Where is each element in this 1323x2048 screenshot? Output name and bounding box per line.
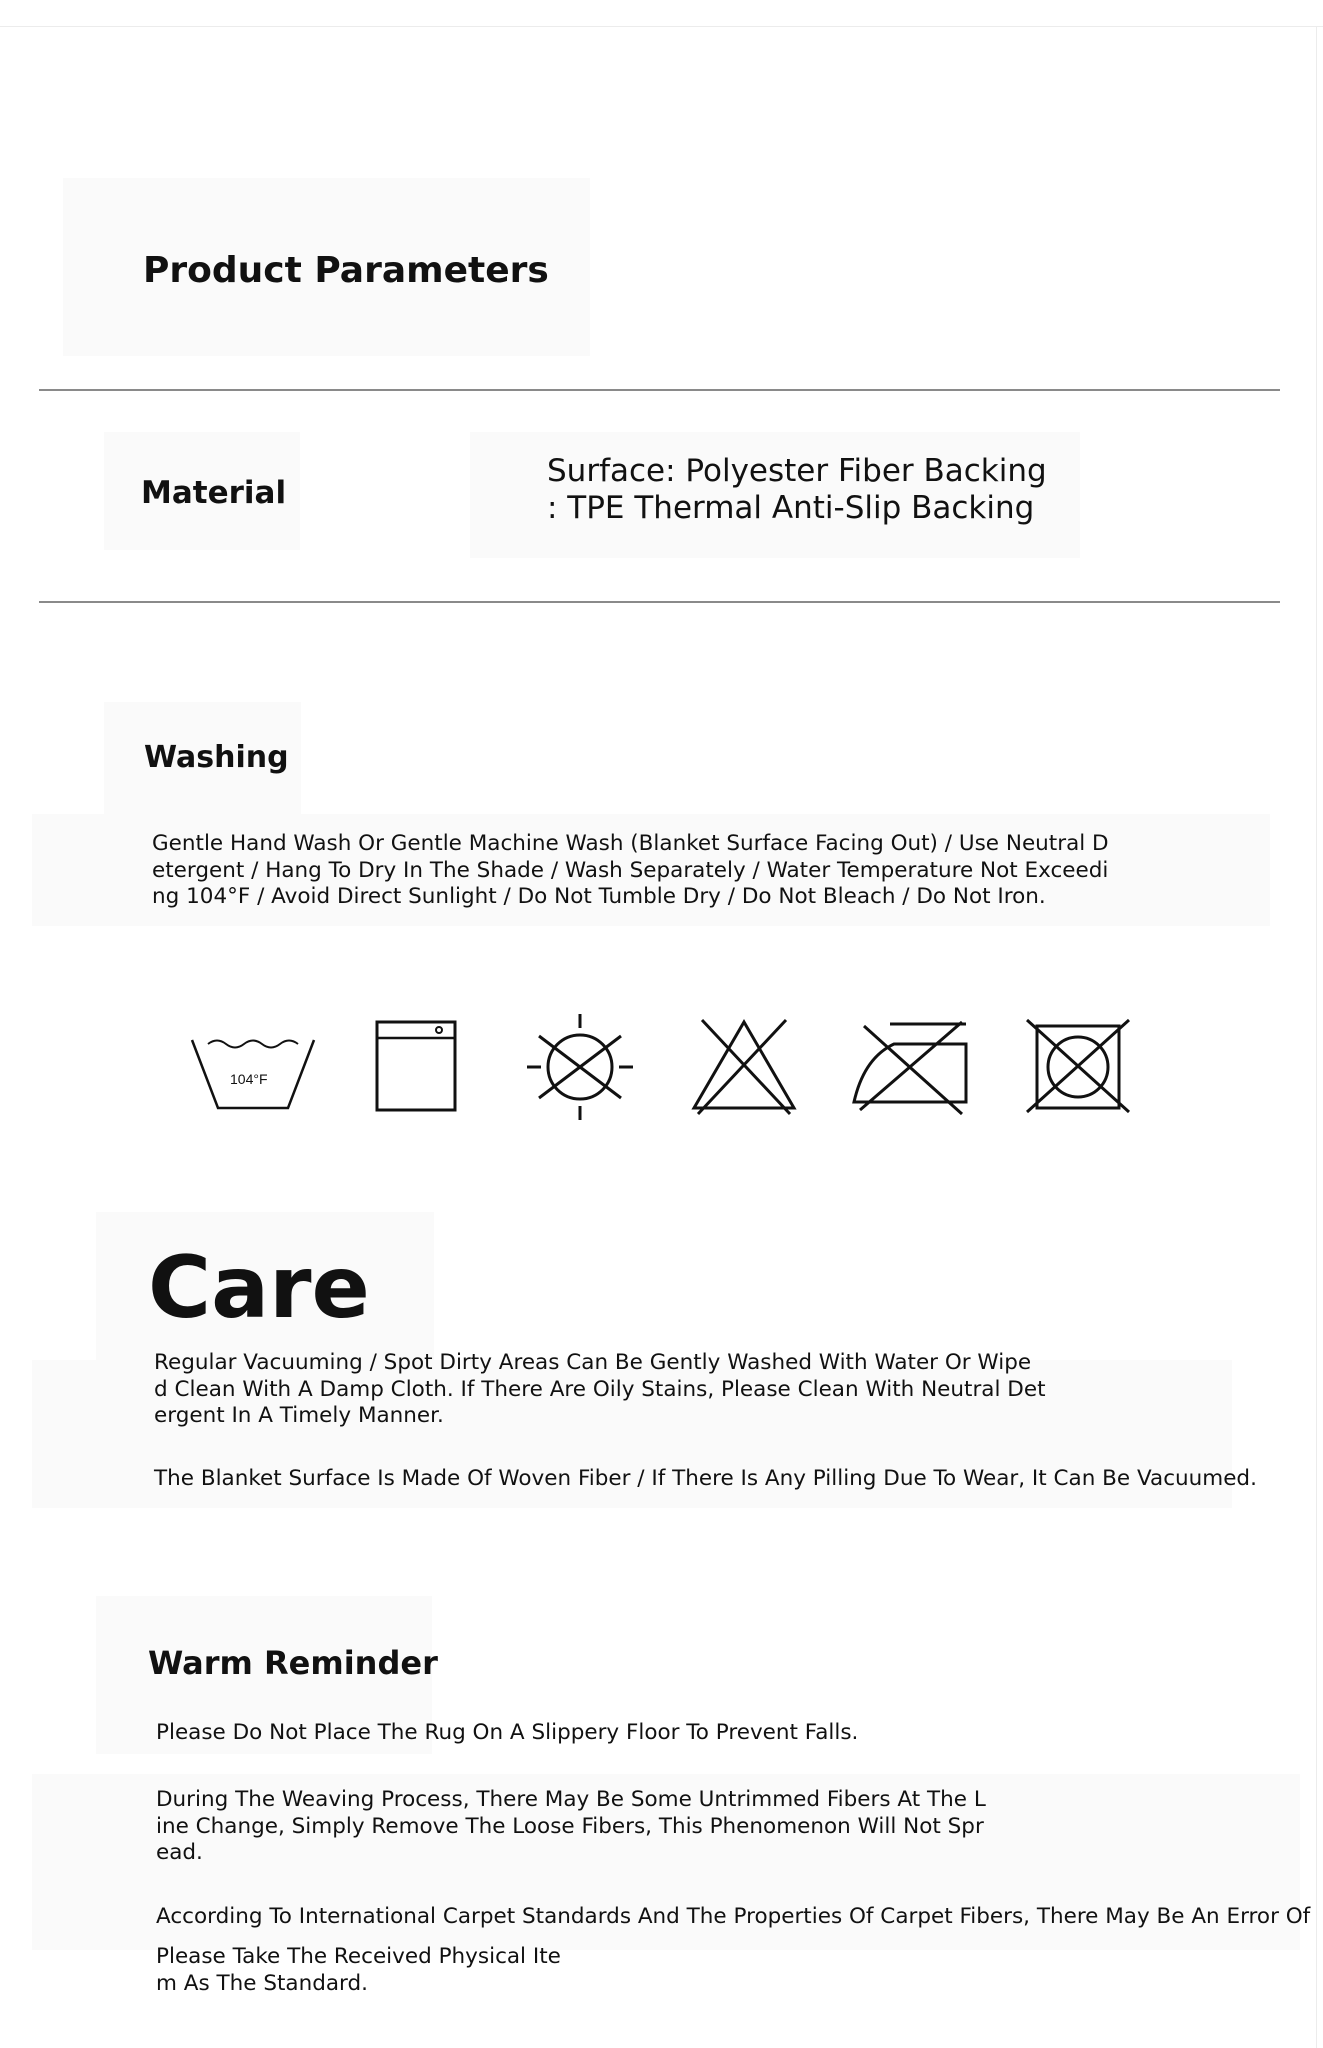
care-note: The Blanket Surface Is Made Of Woven Fiber / If There Is Any Pilling Due To Wear, It Can Be Vacuumed.	[154, 1466, 1257, 1491]
washing-instructions: Gentle Hand Wash Or Gentle Machine Wash (Blanket Surface Facing Out) / Use Neutral D etergent / Hang To Dry In The Shade / Wash Separately / Water Temperature Not Exceedi ng 104°F / Avoid Direct Sunlight / Do Not Tumble Dry / Do Not Bleach / Do Not Iron.	[152, 831, 1109, 909]
reminder-standard-note: Please Take The Received Physical Ite m As The Standard.	[156, 1944, 561, 1996]
no-iron-icon	[850, 1018, 970, 1116]
no-direct-sunlight-icon	[525, 1012, 635, 1122]
material-value: Surface: Polyester Fiber Backing : TPE Thermal Anti-Slip Backing	[547, 453, 1047, 526]
no-tumble-dry-icon	[1025, 1016, 1131, 1116]
divider-top	[39, 389, 1280, 391]
divider-bottom	[39, 601, 1280, 603]
reminder-slip-warning: Please Do Not Place The Rug On A Slippery Floor To Prevent Falls.	[156, 1720, 859, 1745]
washing-heading: Washing	[144, 740, 289, 775]
reminder-size-note: According To International Carpet Standards And The Properties Of Carpet Fibers, There May Be An Error Of	[156, 1904, 1311, 1929]
page-title: Product Parameters	[143, 250, 549, 291]
wash-tub-icon	[188, 1020, 320, 1110]
reminder-heading: Warm Reminder	[148, 1644, 438, 1682]
reminder-fibers-note: During The Weaving Process, There May Be Some Untrimmed Fibers At The L ine Change, Simply Remove The Loose Fibers, This Phenomenon Will Not Spr ead.	[156, 1787, 986, 1865]
care-instructions: Regular Vacuuming / Spot Dirty Areas Can Be Gently Washed With Water Or Wipe d Clean With A Damp Cloth. If There Are Oily Stains, Please Clean With Neutral Det ergent In A Timely Manner.	[154, 1350, 1046, 1428]
material-label: Material	[141, 475, 287, 511]
hang-dry-icon	[375, 1020, 457, 1112]
right-border	[1316, 26, 1317, 2048]
top-divider	[0, 26, 1323, 27]
wash-temp-label: 104°F	[230, 1071, 268, 1087]
care-symbols-row	[180, 1008, 1140, 1128]
no-bleach-icon	[690, 1016, 798, 1116]
care-heading: Care	[148, 1238, 370, 1338]
